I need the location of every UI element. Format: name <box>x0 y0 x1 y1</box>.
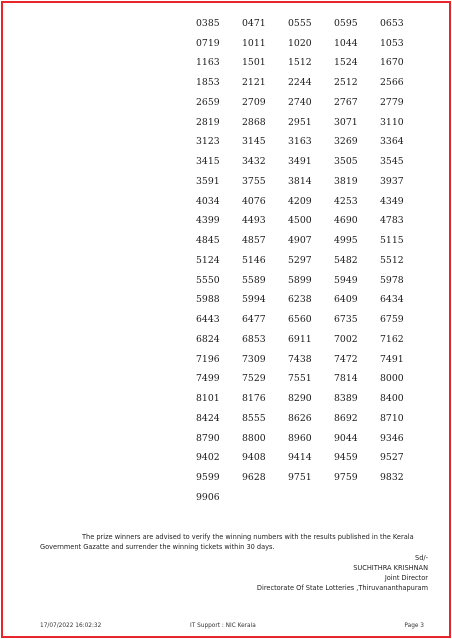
winning-number: 4690 <box>334 215 358 227</box>
winning-number: 0385 <box>196 17 220 29</box>
notice-line-2: Government Gazatte and surrender the winning tickets within 30 days. <box>40 543 275 551</box>
winning-number: 4209 <box>288 195 312 207</box>
winning-number: 6409 <box>334 294 358 306</box>
winning-number: 3123 <box>196 136 220 148</box>
winning-number: 8710 <box>380 412 404 424</box>
winning-number: 4076 <box>242 195 266 207</box>
winning-number: 8101 <box>196 393 220 405</box>
winning-number: 8626 <box>288 412 312 424</box>
winning-number: 9751 <box>288 472 312 484</box>
winning-number: 3814 <box>288 175 312 187</box>
winning-number: 2709 <box>242 96 266 108</box>
winning-number: 3110 <box>380 116 404 128</box>
winning-number: 2868 <box>242 116 266 128</box>
winning-number: 1044 <box>334 37 358 49</box>
number-row <box>196 271 426 291</box>
winning-number: 7438 <box>288 353 312 365</box>
winning-number: 9044 <box>334 432 358 444</box>
winning-number: 3163 <box>288 136 312 148</box>
winning-number: 2121 <box>242 77 266 89</box>
winning-number: 3491 <box>288 156 312 168</box>
winning-number: 2767 <box>334 96 358 108</box>
winning-number: 7472 <box>334 353 358 365</box>
footer-page-number: Page 3 <box>404 623 424 629</box>
winning-number: 4253 <box>334 195 358 207</box>
winning-number: 8290 <box>288 393 312 405</box>
number-row <box>196 113 426 133</box>
winning-number: 7551 <box>288 373 312 385</box>
winning-number: 1501 <box>242 57 266 69</box>
winning-number: 5899 <box>288 274 312 286</box>
winning-number: 9599 <box>196 472 220 484</box>
winning-number: 1512 <box>288 57 312 69</box>
number-row <box>196 468 426 488</box>
winning-number: 5482 <box>334 254 358 266</box>
winning-number: 7491 <box>380 353 404 365</box>
winning-number: 2659 <box>196 96 220 108</box>
number-row <box>196 488 426 508</box>
winning-number: 4845 <box>196 235 220 247</box>
winning-number: 8800 <box>242 432 266 444</box>
winning-number: 4907 <box>288 235 312 247</box>
winning-number: 5124 <box>196 254 220 266</box>
winning-number: 8555 <box>242 412 266 424</box>
winning-number: 0653 <box>380 17 404 29</box>
winning-number: 6911 <box>288 333 312 345</box>
winning-number: 6477 <box>242 314 266 326</box>
number-row <box>196 152 426 172</box>
winning-number: 1524 <box>334 57 358 69</box>
winning-number: 2566 <box>380 77 404 89</box>
winning-number: 9759 <box>334 472 358 484</box>
winning-number: 3545 <box>380 156 404 168</box>
number-row <box>196 34 426 54</box>
winning-number: 5589 <box>242 274 266 286</box>
winning-number: 3364 <box>380 136 404 148</box>
winning-number: 8790 <box>196 432 220 444</box>
winning-number: 8400 <box>380 393 404 405</box>
number-row <box>196 291 426 311</box>
winning-number: 8176 <box>242 393 266 405</box>
page-footer <box>0 623 452 633</box>
signatory-designation: Joint Director <box>384 574 428 582</box>
winning-number: 9402 <box>196 452 220 464</box>
winning-number: 3819 <box>334 175 358 187</box>
winning-number: 3591 <box>196 175 220 187</box>
winning-number: 6824 <box>196 333 220 345</box>
number-row <box>196 409 426 429</box>
winning-number: 3269 <box>334 136 358 148</box>
winning-number: 5988 <box>196 294 220 306</box>
winning-number: 6238 <box>288 294 312 306</box>
winning-number: 6735 <box>334 314 358 326</box>
winning-number: 3415 <box>196 156 220 168</box>
signatory-office: Directorate Of State Lotteries ,Thiruvananthapuram <box>256 584 428 592</box>
winning-number: 0595 <box>334 17 358 29</box>
winning-number: 1853 <box>196 77 220 89</box>
prize-notice <box>40 532 440 552</box>
winning-number: 7002 <box>334 333 358 345</box>
footer-timestamp: 17/07/2022 16:02:32 <box>40 623 102 629</box>
winning-number: 0719 <box>196 37 220 49</box>
winning-number: 6853 <box>242 333 266 345</box>
winning-number: 5550 <box>196 274 220 286</box>
winning-number: 9628 <box>242 472 266 484</box>
winning-number: 8424 <box>196 412 220 424</box>
winning-number: 8960 <box>288 432 312 444</box>
winning-number: 4857 <box>242 235 266 247</box>
winning-number: 0555 <box>288 17 312 29</box>
footer-support: IT Support : NIC Kerala <box>190 623 256 629</box>
winning-number: 9346 <box>380 432 404 444</box>
winning-number: 5146 <box>242 254 266 266</box>
signatory-name: SUCHITHRA KRISHNAN <box>353 564 428 572</box>
number-row <box>196 330 426 350</box>
winning-number: 5994 <box>242 294 266 306</box>
winning-number: 5978 <box>380 274 404 286</box>
number-row <box>196 172 426 192</box>
winning-number: 2512 <box>334 77 358 89</box>
winning-number: 1670 <box>380 57 404 69</box>
winning-number: 7529 <box>242 373 266 385</box>
winning-number: 2244 <box>288 77 312 89</box>
number-row <box>196 350 426 370</box>
signature-sd: Sd/- <box>415 554 428 562</box>
number-row <box>196 310 426 330</box>
winning-number: 9527 <box>380 452 404 464</box>
winning-number: 9414 <box>288 452 312 464</box>
winning-number: 3432 <box>242 156 266 168</box>
winning-number: 6434 <box>380 294 404 306</box>
signature-block <box>257 553 428 593</box>
winning-number: 2819 <box>196 116 220 128</box>
notice-line-1: The prize winners are advised to verify the winning numbers with the results published in the Kerala <box>82 533 414 541</box>
winning-number: 1163 <box>196 57 220 69</box>
number-row <box>196 73 426 93</box>
winning-number: 2951 <box>288 116 312 128</box>
number-row <box>196 251 426 271</box>
number-row <box>196 212 426 232</box>
winning-number: 8692 <box>334 412 358 424</box>
winning-number: 4500 <box>288 215 312 227</box>
winning-number: 4493 <box>242 215 266 227</box>
winning-number: 3755 <box>242 175 266 187</box>
winning-number: 5949 <box>334 274 358 286</box>
winning-number: 7196 <box>196 353 220 365</box>
number-row <box>196 192 426 212</box>
winning-number: 6759 <box>380 314 404 326</box>
winning-number: 4783 <box>380 215 404 227</box>
winning-number: 6443 <box>196 314 220 326</box>
winning-number: 3145 <box>242 136 266 148</box>
winning-numbers-grid <box>196 14 426 508</box>
winning-number: 9459 <box>334 452 358 464</box>
winning-number: 9832 <box>380 472 404 484</box>
winning-number: 5115 <box>380 235 404 247</box>
winning-number: 1011 <box>242 37 266 49</box>
number-row <box>196 54 426 74</box>
winning-number: 0471 <box>242 17 266 29</box>
number-row <box>196 449 426 469</box>
winning-number: 2740 <box>288 96 312 108</box>
winning-number: 4399 <box>196 215 220 227</box>
winning-number: 5297 <box>288 254 312 266</box>
winning-number: 7162 <box>380 333 404 345</box>
winning-number: 4349 <box>380 195 404 207</box>
winning-number: 6560 <box>288 314 312 326</box>
winning-number: 9906 <box>196 491 220 503</box>
winning-number: 3937 <box>380 175 404 187</box>
number-row <box>196 133 426 153</box>
winning-number: 4995 <box>334 235 358 247</box>
number-row <box>196 389 426 409</box>
number-row <box>196 429 426 449</box>
winning-number: 9408 <box>242 452 266 464</box>
winning-number: 1053 <box>380 37 404 49</box>
winning-number: 7814 <box>334 373 358 385</box>
winning-number: 7309 <box>242 353 266 365</box>
number-row <box>196 14 426 34</box>
winning-number: 7499 <box>196 373 220 385</box>
number-row <box>196 370 426 390</box>
winning-number: 8000 <box>380 373 404 385</box>
winning-number: 5512 <box>380 254 404 266</box>
winning-number: 1020 <box>288 37 312 49</box>
winning-number: 3505 <box>334 156 358 168</box>
winning-number: 3071 <box>334 116 358 128</box>
winning-number: 2779 <box>380 96 404 108</box>
winning-number: 4034 <box>196 195 220 207</box>
winning-number: 8389 <box>334 393 358 405</box>
number-row <box>196 93 426 113</box>
number-row <box>196 231 426 251</box>
